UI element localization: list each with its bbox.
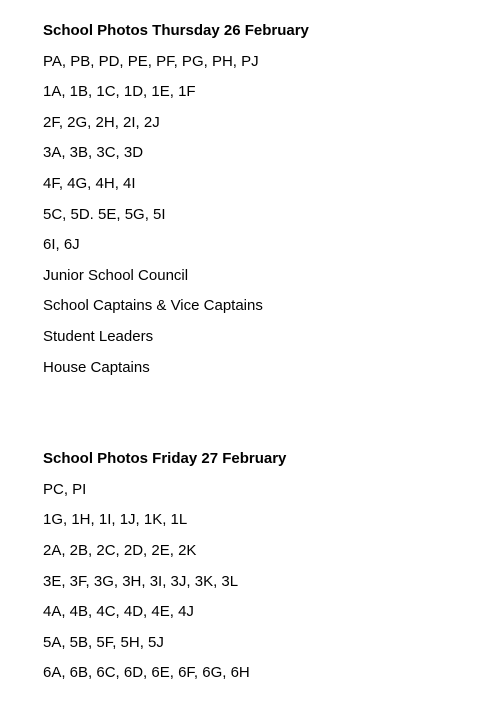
class-list-line: 1A, 1B, 1C, 1D, 1E, 1F: [43, 83, 196, 101]
class-list-line: 3E, 3F, 3G, 3H, 3I, 3J, 3K, 3L: [43, 572, 239, 590]
class-list-line: 3A, 3B, 3C, 3D: [43, 144, 144, 162]
class-list-line: PC, PI: [43, 480, 87, 498]
class-list-line: 6A, 6B, 6C, 6D, 6E, 6F, 6G, 6H: [43, 664, 250, 682]
group-list-line: Junior School Council: [43, 266, 189, 284]
class-list-line: 4A, 4B, 4C, 4D, 4E, 4J: [43, 603, 194, 621]
group-list-line: School Captains & Vice Captains: [43, 297, 263, 315]
group-list-line: Student Leaders: [43, 327, 154, 345]
section-title: School Photos Friday 27 February: [43, 450, 287, 468]
class-list-line: 2A, 2B, 2C, 2D, 2E, 2K: [43, 541, 197, 559]
class-list-line: 4F, 4G, 4H, 4I: [43, 174, 136, 192]
class-list-line: PA, PB, PD, PE, PF, PG, PH, PJ: [43, 52, 259, 70]
section-friday: [43, 449, 463, 683]
section-title: School Photos Thursday 26 February: [43, 22, 309, 39]
class-list-line: 5A, 5B, 5F, 5H, 5J: [43, 633, 164, 651]
class-list-line: 1G, 1H, 1I, 1J, 1K, 1L: [43, 511, 188, 529]
group-list-line: House Captains: [43, 358, 150, 376]
class-list-line: 2F, 2G, 2H, 2I, 2J: [43, 113, 160, 131]
class-list-line: 6I, 6J: [43, 236, 80, 254]
document: [43, 21, 463, 694]
class-list-line: 5C, 5D. 5E, 5G, 5I: [43, 205, 166, 223]
section-thursday: [43, 21, 463, 378]
section-gap: [43, 388, 463, 449]
